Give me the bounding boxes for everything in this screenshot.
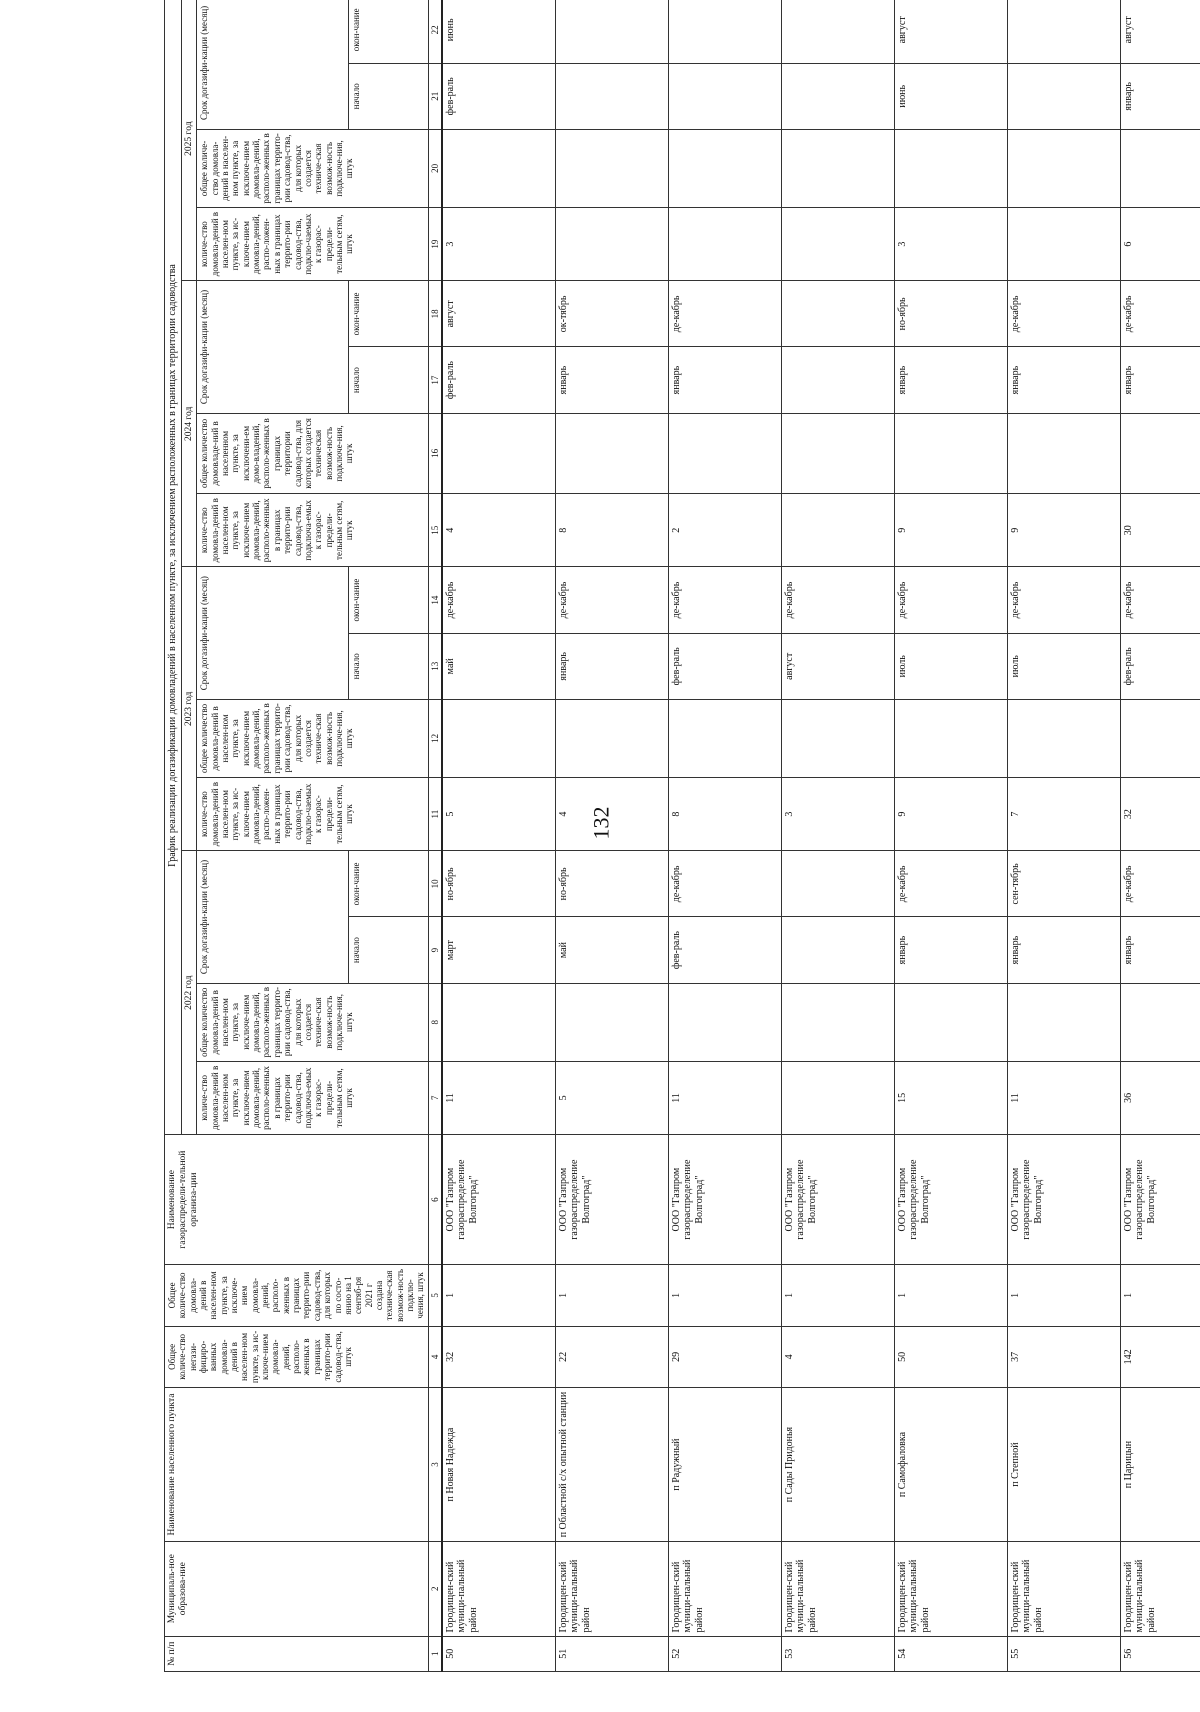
start-2025-cell: июнь [894, 63, 1007, 129]
end-2022-cell [781, 851, 894, 917]
table-row [894, 0, 1007, 1672]
total-2025-cell [1120, 129, 1200, 207]
column-number: 2 [428, 1541, 442, 1636]
total-2023-cell [781, 699, 894, 777]
header-total-possible: Общее количе-ство домовла-дений в населен-ном пункте, за исключе-нием домовла-дений, располо-женных в границах террито-рии садовод-ства, для которых по состо-янию на 1 сентяб-ря 2021 г создана техниче-ская возмож-ность подклю-чения, штук [165, 1265, 429, 1327]
end-2022: окон-чание [348, 851, 428, 917]
start-2025: начало [348, 63, 428, 129]
gdo-name-cell: ООО "Газпром газораспределение Волгоград" [894, 1135, 1007, 1265]
column-number: 7 [428, 1061, 442, 1134]
end-2022-cell: де-кабрь [894, 851, 1007, 917]
column-number: 5 [428, 1265, 442, 1327]
column-number: 11 [428, 777, 442, 850]
start-2024-cell: январь [894, 347, 1007, 413]
count-2024-cell [781, 494, 894, 567]
total-ungasified-cell: 50 [894, 1326, 1007, 1388]
page-number: 132 [588, 806, 614, 840]
total-2022: общее количество домовла-дений в населен-ном пункте, за исключе-нием домовла-дений, располо-женных в границах террито-рии садовод-ства, для которых создается техниче-ская возмож-ность подключе-ния, штук [197, 983, 428, 1061]
total-2024-cell [442, 413, 556, 493]
table-row [442, 0, 556, 1672]
start-2023-cell: май [442, 633, 556, 699]
total-possible-cell: 1 [1120, 1265, 1200, 1327]
total-2022-cell [781, 983, 894, 1061]
start-2022-cell: январь [1007, 917, 1120, 983]
column-number: 16 [428, 413, 442, 493]
end-2023-cell: де-кабрь [555, 567, 668, 633]
gdo-name-cell: ООО "Газпром газораспределение Волгоград" [1007, 1135, 1120, 1265]
period-2025: Срок догазифи-кации (месяц) [197, 0, 348, 129]
total-2025-cell [781, 129, 894, 207]
count-2025-cell: 3 [894, 207, 1007, 280]
total-2023-cell [442, 699, 556, 777]
start-2024: начало [348, 347, 428, 413]
rotated-page [164, 0, 1200, 1672]
total-ungasified-cell: 32 [442, 1326, 556, 1388]
start-2023-cell: июль [1007, 633, 1120, 699]
total-2022-cell [555, 983, 668, 1061]
column-number: 8 [428, 983, 442, 1061]
row-number-cell: 50 [442, 1636, 556, 1671]
total-2023-cell [668, 699, 781, 777]
start-2023-cell: фев-раль [1120, 633, 1200, 699]
start-2022-cell: фев-раль [668, 917, 781, 983]
start-2025-cell [555, 63, 668, 129]
header-no: № п/п [165, 1636, 429, 1671]
column-number-row [428, 0, 442, 1672]
table-row [555, 0, 668, 1672]
start-2024-cell: фев-раль [442, 347, 556, 413]
count-2024-cell: 9 [894, 494, 1007, 567]
count-2022-cell: 5 [555, 1061, 668, 1134]
total-2022-cell [442, 983, 556, 1061]
column-number: 13 [428, 633, 442, 699]
end-2024-cell: де-кабрь [1120, 281, 1200, 347]
count-2025-cell [555, 207, 668, 280]
end-2023-cell: де-кабрь [781, 567, 894, 633]
total-ungasified-cell: 4 [781, 1326, 894, 1388]
total-2023-cell [1007, 699, 1120, 777]
column-number: 22 [428, 0, 442, 63]
total-ungasified-cell: 29 [668, 1326, 781, 1388]
end-2023-cell: де-кабрь [1120, 567, 1200, 633]
settlement-cell: п Степной [1007, 1388, 1120, 1542]
column-number: 17 [428, 347, 442, 413]
total-2024-cell [1120, 413, 1200, 493]
total-2024-cell [555, 413, 668, 493]
gasification-schedule-table [164, 0, 1200, 1672]
row-number-cell: 55 [1007, 1636, 1120, 1671]
end-2022-cell: де-кабрь [668, 851, 781, 917]
start-2023-cell: июль [894, 633, 1007, 699]
settlement-cell: п Самофаловка [894, 1388, 1007, 1542]
column-number: 1 [428, 1636, 442, 1671]
count-2022-cell: 11 [1007, 1061, 1120, 1134]
municipality-cell: Городищен-ский муници-пальный район [1007, 1541, 1120, 1636]
count-2024: количе-ство домовла-дений в населен-ном пункте, за исключе-нием домовла-дений, располо-женных в границах террито-рии садовод-ства, подключа-емых к газорас-предели-тельным сетям, штук [197, 494, 428, 567]
end-2022-cell: сен-тябрь [1007, 851, 1120, 917]
end-2023-cell: де-кабрь [668, 567, 781, 633]
total-ungasified-cell: 142 [1120, 1326, 1200, 1388]
count-2025-cell: 3 [442, 207, 556, 280]
end-2025-cell: август [894, 0, 1007, 63]
gdo-name-cell: ООО "Газпром газораспределение Волгоград" [668, 1135, 781, 1265]
end-2022-cell: но-ябрь [442, 851, 556, 917]
header-municipality: Муниципаль-ное образова-ние [165, 1541, 429, 1636]
table-body [442, 0, 1200, 1672]
start-2025-cell [1007, 63, 1120, 129]
table-row [781, 0, 894, 1672]
start-2022: начало [348, 917, 428, 983]
start-2022-cell: май [555, 917, 668, 983]
column-number: 3 [428, 1388, 442, 1542]
column-number: 15 [428, 494, 442, 567]
row-number-cell: 54 [894, 1636, 1007, 1671]
start-2023-cell: фев-раль [668, 633, 781, 699]
total-2022-cell [668, 983, 781, 1061]
count-2025-cell [1007, 207, 1120, 280]
row-number-cell: 51 [555, 1636, 668, 1671]
total-2023-cell [555, 699, 668, 777]
settlement-cell: п Царицын [1120, 1388, 1200, 1542]
end-2025: окон-чание [348, 0, 428, 63]
total-possible-cell: 1 [894, 1265, 1007, 1327]
total-2023-cell [1120, 699, 1200, 777]
count-2024-cell: 30 [1120, 494, 1200, 567]
end-2025-cell [781, 0, 894, 63]
count-2023-cell: 32 [1120, 777, 1200, 850]
table-row [668, 0, 781, 1672]
end-2025-cell: июнь [442, 0, 556, 63]
end-2023-cell: де-кабрь [1007, 567, 1120, 633]
count-2023-cell: 5 [442, 777, 556, 850]
start-2024-cell: январь [1007, 347, 1120, 413]
count-2023-cell: 3 [781, 777, 894, 850]
start-2023: начало [348, 633, 428, 699]
start-2025-cell [781, 63, 894, 129]
start-2025-cell: январь [1120, 63, 1200, 129]
period-2024: Срок догазифи-кации (месяц) [197, 281, 348, 413]
total-ungasified-cell: 37 [1007, 1326, 1120, 1388]
count-2022-cell: 11 [668, 1061, 781, 1134]
municipality-cell: Городищен-ский муници-пальный район [668, 1541, 781, 1636]
total-2022-cell [1007, 983, 1120, 1061]
end-2025-cell [668, 0, 781, 63]
start-2024-cell: январь [555, 347, 668, 413]
end-2023-cell: де-кабрь [442, 567, 556, 633]
gdo-name-cell: ООО "Газпром газораспределение Волгоград" [442, 1135, 556, 1265]
column-number: 20 [428, 129, 442, 207]
end-2024-cell [781, 281, 894, 347]
row-number-cell: 52 [668, 1636, 781, 1671]
start-2025-cell: фев-раль [442, 63, 556, 129]
count-2024-cell: 4 [442, 494, 556, 567]
total-2025-cell [442, 129, 556, 207]
count-2024-cell: 9 [1007, 494, 1120, 567]
total-2023: общее количество домовла-дений в населен-ном пункте, за исключе-нием домовла-дений, располо-женных в границах террито-рии садовод-ства, для которых создается техниче-ская возмож-ность подключе-ния, штук [197, 699, 428, 777]
end-2025-cell [555, 0, 668, 63]
year-2025: 2025 год [181, 0, 197, 281]
total-2022-cell [894, 983, 1007, 1061]
end-2024-cell: де-кабрь [1007, 281, 1120, 347]
column-number: 4 [428, 1326, 442, 1388]
end-2024-cell: но-ябрь [894, 281, 1007, 347]
total-2025-cell [668, 129, 781, 207]
count-2022-cell [781, 1061, 894, 1134]
start-2022-cell: март [442, 917, 556, 983]
end-2024-cell: де-кабрь [668, 281, 781, 347]
total-2025-cell [555, 129, 668, 207]
table-row [1120, 0, 1200, 1672]
year-2022: 2022 год [181, 851, 197, 1135]
start-2024-cell [781, 347, 894, 413]
total-2025: общее количе-ство домовла-дений в населен-ном пункте, за исключе-нием домовла-дений, располо-женных в границах террито-рии садовод-ства, для которых создается техниче-ская возмож-ность подключе-ния, штук [197, 129, 428, 207]
row-number-cell: 56 [1120, 1636, 1200, 1671]
settlement-cell: п Радужный [668, 1388, 781, 1542]
municipality-cell: Городищен-ский муници-пальный район [442, 1541, 556, 1636]
count-2023-cell: 9 [894, 777, 1007, 850]
count-2023-cell: 8 [668, 777, 781, 850]
start-2022-cell [781, 917, 894, 983]
header-total-ungasified: Общее количе-ство негази-фициро-ванных домовла-дений в населен-ном пункте, за ис-ключе-нием домовла-дений, располо-женных в границах террито-рии садовод-ства, штук [165, 1326, 429, 1388]
total-2024-cell [781, 413, 894, 493]
start-2024-cell: январь [1120, 347, 1200, 413]
count-2025-cell [781, 207, 894, 280]
table-row [1007, 0, 1120, 1672]
year-2023: 2023 год [181, 567, 197, 851]
end-2024-cell: август [442, 281, 556, 347]
count-2023: количе-ство домовла-дений в населен-ном пункте, за ис-ключе-нием домовла-дений, распо-ложен-ных в границах террито-рии садовод-ства, подклю-чаемых к газорас-предели-тельным сетям, штук [197, 777, 428, 850]
end-2024-cell: ок-тябрь [555, 281, 668, 347]
count-2025-cell: 6 [1120, 207, 1200, 280]
municipality-cell: Городищен-ский муници-пальный район [894, 1541, 1007, 1636]
municipality-cell: Городищен-ский муници-пальный район [1120, 1541, 1200, 1636]
period-2023: Срок догазифи-кации (месяц) [197, 567, 348, 699]
start-2025-cell [668, 63, 781, 129]
settlement-cell: п Новая Надежда [442, 1388, 556, 1542]
settlement-cell: п Сады Придонья [781, 1388, 894, 1542]
gdo-name-cell: ООО "Газпром газораспределение Волгоград" [1120, 1135, 1200, 1265]
count-2025-cell [668, 207, 781, 280]
count-2024-cell: 2 [668, 494, 781, 567]
end-2023: окон-чание [348, 567, 428, 633]
column-number: 9 [428, 917, 442, 983]
count-2025: количе-ство домовла-дений в населен-ном пункте, за ис-ключе-нием домовла-дений, распо-ложен-ных в границах террито-рии садовод-ства, подклю-чаемых к газорас-предели-тельным сетям, штук [197, 207, 428, 280]
period-2022: Срок догазифи-кации (месяц) [197, 851, 348, 983]
total-2025-cell [1007, 129, 1120, 207]
count-2022-cell: 11 [442, 1061, 556, 1134]
total-possible-cell: 1 [1007, 1265, 1120, 1327]
start-2023-cell: январь [555, 633, 668, 699]
total-2024-cell [668, 413, 781, 493]
end-2022-cell: де-кабрь [1120, 851, 1200, 917]
start-2023-cell: август [781, 633, 894, 699]
start-2024-cell: январь [668, 347, 781, 413]
end-2022-cell: но-ябрь [555, 851, 668, 917]
total-possible-cell: 1 [555, 1265, 668, 1327]
schedule-title: График реализации догазификации домовладений в населенном пункте, за исключением расположенных в границах территории садоводства [165, 0, 182, 1135]
column-number: 10 [428, 851, 442, 917]
end-2024: окон-чание [348, 281, 428, 347]
column-number: 14 [428, 567, 442, 633]
count-2023-cell: 4 [555, 777, 668, 850]
gdo-name-cell: ООО "Газпром газораспределение Волгоград" [781, 1135, 894, 1265]
start-2022-cell: январь [1120, 917, 1200, 983]
end-2025-cell [1007, 0, 1120, 63]
count-2022-cell: 36 [1120, 1061, 1200, 1134]
count-2022: количе-ство домовла-дений в населен-ном пункте, за исключе-нием домовла-дений, располо-женных в границах террито-рии садовод-ства, подключа-емых к газорас-предели-тельным сетям, штук [197, 1061, 428, 1134]
municipality-cell: Городищен-ский муници-пальный район [781, 1541, 894, 1636]
end-2023-cell: де-кабрь [894, 567, 1007, 633]
column-number: 6 [428, 1135, 442, 1265]
total-possible-cell: 1 [442, 1265, 556, 1327]
header-gdo: Наименование газораспредели-тельной организа-ции [165, 1135, 429, 1265]
column-number: 12 [428, 699, 442, 777]
total-possible-cell: 1 [781, 1265, 894, 1327]
column-number: 18 [428, 281, 442, 347]
row-number-cell: 53 [781, 1636, 894, 1671]
count-2023-cell: 7 [1007, 777, 1120, 850]
total-2024-cell [894, 413, 1007, 493]
end-2025-cell: август [1120, 0, 1200, 63]
total-2025-cell [894, 129, 1007, 207]
total-2023-cell [894, 699, 1007, 777]
count-2024-cell: 8 [555, 494, 668, 567]
count-2022-cell: 15 [894, 1061, 1007, 1134]
settlement-cell: п Областной с/х опытной станции [555, 1388, 668, 1542]
gdo-name-cell: ООО "Газпром газораспределение Волгоград" [555, 1135, 668, 1265]
total-ungasified-cell: 22 [555, 1326, 668, 1388]
municipality-cell: Городищен-ский муници-пальный район [555, 1541, 668, 1636]
column-number: 21 [428, 63, 442, 129]
start-2022-cell: январь [894, 917, 1007, 983]
year-2024: 2024 год [181, 281, 197, 567]
total-2024-cell [1007, 413, 1120, 493]
total-possible-cell: 1 [668, 1265, 781, 1327]
header-settlement: Наименование населенного пункта [165, 1388, 429, 1542]
column-number: 19 [428, 207, 442, 280]
total-2022-cell [1120, 983, 1200, 1061]
total-2024: общее количество домовладе-ний в населенном пункте, за исключени-ем домо-владений, располо-женных в границах территории садовод-ства, для которых создается техническая возмож-ность подключе-ния, штук [197, 413, 428, 493]
